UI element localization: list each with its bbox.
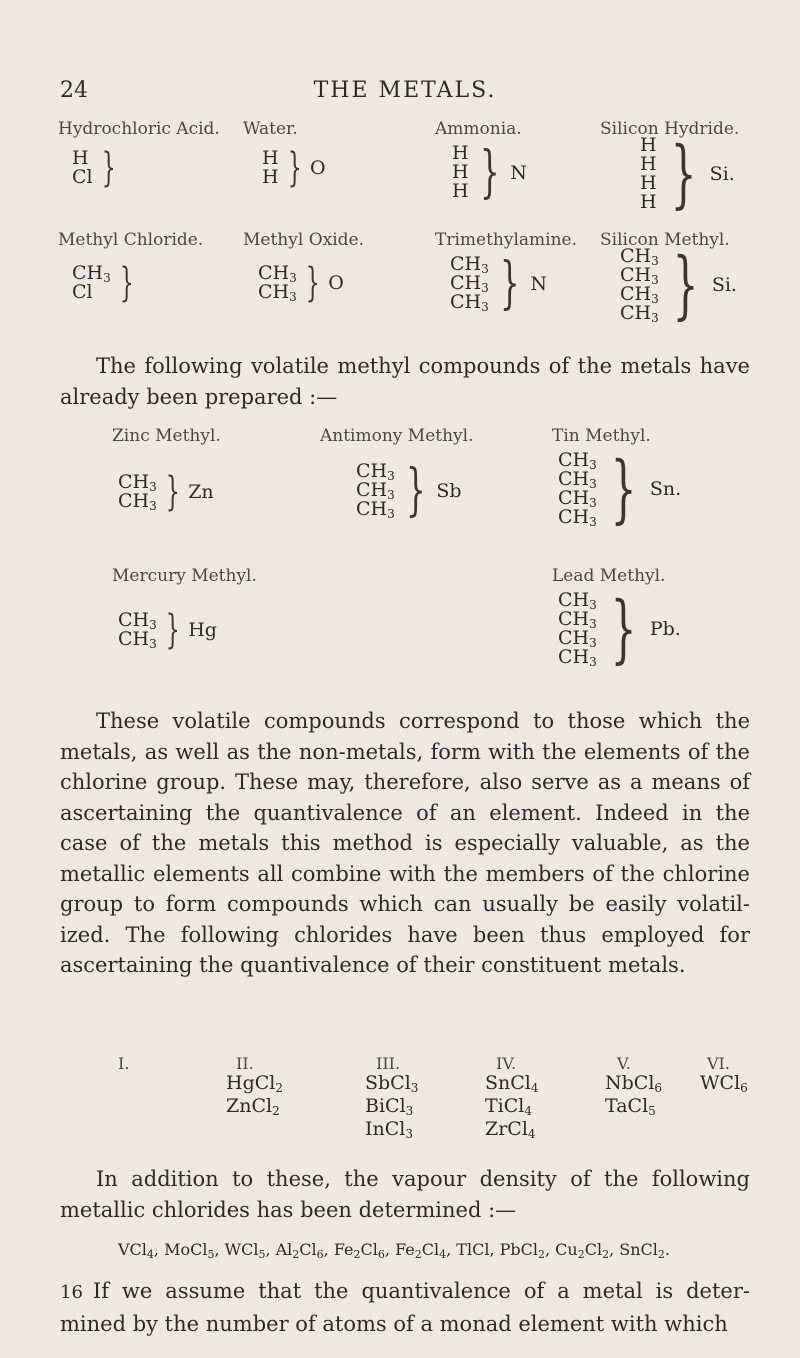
chloride-ZnCl2: ZnCl$_2$ [226, 1095, 280, 1118]
formula-mercury-methyl: $CH_3$ $CH_3$ } Hg [118, 607, 217, 653]
formula-ammonia: H H H } N [452, 139, 527, 205]
chloride-InCl3: InCl$_3$ [365, 1118, 413, 1141]
signature-mark: 16 [60, 1282, 83, 1303]
formula-hydrochloric-acid: H Cl } [72, 145, 116, 191]
formula-lead-methyl: $CH_3$ $CH_3$ $CH_3$ $CH_3$ } Pb. [558, 586, 681, 672]
column-header-III: III. [376, 1054, 401, 1073]
formula-silicon-hydride: H H H H } Si. [640, 131, 735, 217]
paragraph-vapour-density: In addition to these, the vapour density of the following metallic chlorides has been determined :— [60, 1167, 750, 1222]
formula-methyl-chloride: $CH_3$ Cl } [72, 260, 134, 306]
caption-water: Water. [243, 119, 298, 139]
vapour-density-chloride-list: VCl$_4$, MoCl$_5$, WCl$_5$, $Al_2Cl_6$, $Fe_2Cl_6$, $Fe_2Cl_4$, TlCl, PbCl$_2$, $Cu_2Cl_2$, SnCl$_2$. [118, 1240, 670, 1261]
caption-tin-methyl: Tin Methyl. [552, 426, 651, 446]
formula-antimony-methyl: $CH_3$ $CH_3$ $CH_3$ } Sb [356, 457, 462, 523]
caption-methyl-chloride: Methyl Chloride. [58, 230, 204, 250]
formula-water: H H } O [262, 145, 326, 191]
chloride-HgCl2: HgCl$_2$ [226, 1072, 283, 1095]
formula-zinc-methyl: $CH_3$ $CH_3$ } Zn [118, 469, 214, 515]
formula-silicon-methyl: $CH_3$ $CH_3$ $CH_3$ $CH_3$ } Si. [620, 242, 737, 328]
caption-trimethylamine: Trimethylamine. [435, 230, 578, 250]
caption-ammonia: Ammonia. [435, 119, 522, 139]
formula-tin-methyl: $CH_3$ $CH_3$ $CH_3$ $CH_3$ } Sn. [558, 446, 682, 532]
caption-mercury-methyl: Mercury Methyl. [112, 566, 257, 586]
paragraph-quantivalence-text: If we assume that the quantivalence of a metal is deter-mined by the number of atoms of a monad element with which [60, 1279, 750, 1336]
caption-hydrochloric-acid: Hydrochloric Acid. [58, 119, 220, 139]
column-header-V: V. [617, 1054, 631, 1073]
chloride-TiCl4: TiCl$_4$ [485, 1095, 533, 1118]
chloride-SnCl4: SnCl$_4$ [485, 1072, 539, 1095]
caption-lead-methyl: Lead Methyl. [552, 566, 666, 586]
paragraph-intro-metals: The following volatile methyl compounds of the metals have already been prepared :— [60, 354, 750, 409]
column-header-IV: IV. [496, 1054, 517, 1073]
running-title: THE METALS. [313, 78, 497, 103]
paragraph-volatile-compounds: These volatile compounds correspond to those which the metals, as well as the non-metals, form with the elements of the chlorine group. These may, therefore, also serve as a means of ascertaining the quantivalence of an element. Indeed in the case of the metals this method is especially valuable, as the metallic elements all combine with the members of the chlorine group to form compounds which can usually be easily volatil-ized. The following chlorides have been thus employed for ascertaining the quantivalence of their constituent metals. [60, 709, 750, 977]
formula-methyl-oxide: $CH_3$ $CH_3$ } O [258, 260, 344, 306]
caption-methyl-oxide: Methyl Oxide. [243, 230, 365, 250]
caption-silicon-methyl: Silicon Methyl. [600, 230, 730, 250]
chloride-WCl6: WCl$_6$ [700, 1072, 748, 1095]
caption-silicon-hydride: Silicon Hydride. [600, 119, 740, 139]
chloride-BiCl3: BiCl$_3$ [365, 1095, 414, 1118]
chloride-ZrCl4: ZrCl$_4$ [485, 1118, 536, 1141]
page-number: 24 [60, 78, 88, 103]
column-header-VI: VI. [707, 1054, 730, 1073]
caption-zinc-methyl: Zinc Methyl. [112, 426, 221, 446]
paragraph-quantivalence-assumption [60, 1276, 750, 1339]
chloride-TaCl5: TaCl$_5$ [605, 1095, 656, 1118]
column-header-II: II. [236, 1054, 254, 1073]
chloride-SbCl3: SbCl$_3$ [365, 1072, 419, 1095]
page-header [60, 78, 750, 108]
chloride-NbCl6: NbCl$_6$ [605, 1072, 663, 1095]
column-header-I: I. [118, 1054, 130, 1073]
formula-trimethylamine: $CH_3$ $CH_3$ $CH_3$ } N [450, 250, 548, 316]
caption-antimony-methyl: Antimony Methyl. [320, 426, 474, 446]
